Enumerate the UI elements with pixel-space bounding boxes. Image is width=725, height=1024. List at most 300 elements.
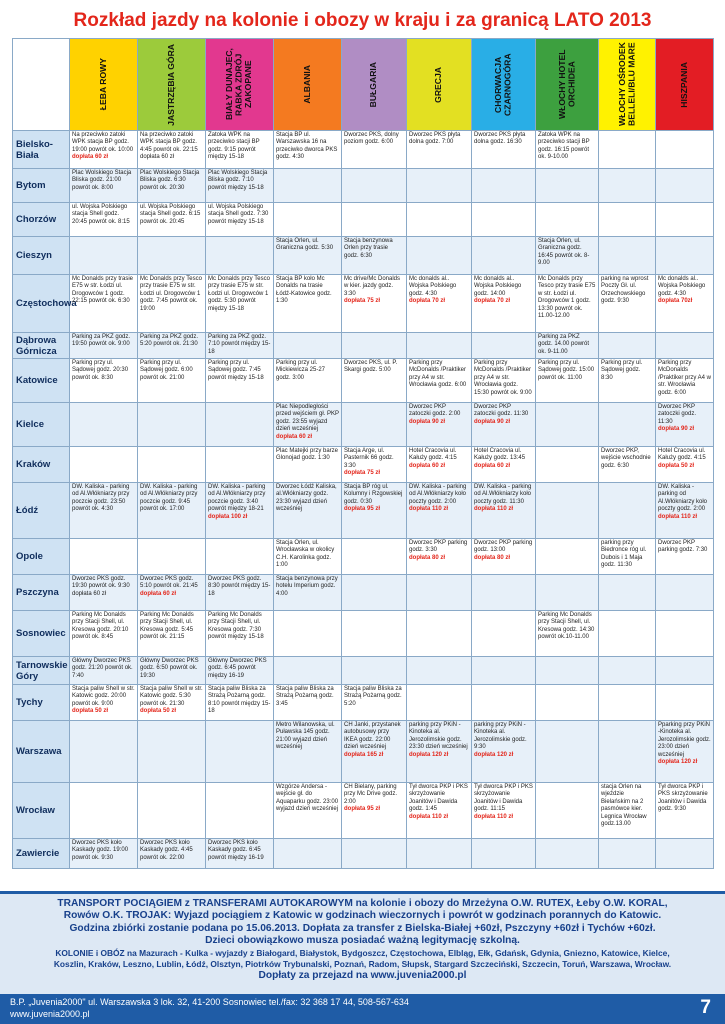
pickup-info: DW. Kaliska - parking od Al.Włókniarzy przy poczcie godz. 3:40 powrót między 18-21 (208, 484, 266, 513)
column-header (536, 39, 599, 131)
column-header-label: JASTRZĘBIA GÓRA (165, 43, 176, 126)
schedule-cell (138, 783, 206, 839)
schedule-cell (472, 611, 536, 657)
schedule-cell (472, 131, 536, 169)
schedule-table (12, 38, 714, 869)
surcharge: dopłata 60 zł (409, 462, 446, 469)
schedule-cell (656, 839, 714, 869)
schedule-cell (599, 721, 656, 783)
table-body (13, 131, 714, 869)
footer-line-5: KOLONIE i OBÓZ na Mazurach - Kulka - wyjazdy z Białogard, Białystok, Bydgoszcz, Częstochowa, Elbląg, Ełk, Gdańsk, Gdynia, Gniezno, Katowice, Kielce, (55, 947, 670, 958)
schedule-cell (342, 539, 407, 575)
pickup-info: Parking przy ul. Sądowej godz. 8:30 (601, 360, 643, 381)
surcharge: dopłata 100 zł (208, 513, 248, 520)
schedule-cell (342, 169, 407, 203)
pickup-info: Parking za PKZ godz. 7:10 powrót między 15-18 (208, 334, 271, 355)
table-row (13, 359, 714, 403)
pickup-info: Dworzec PKS godz. 8:30 powrót między 15-18 (208, 576, 271, 597)
pickup-info: Tył dworca PKP i PKS skrzyżowanie Joanitów i Dawida godz. 9:30 (658, 784, 708, 813)
pickup-info: Hotel Cracovia ul. Kałuży godz. 13:45 (474, 448, 526, 462)
pickup-info: Główny Dworzec PKS godz. 6:45 powrót między 16-19 (208, 658, 267, 679)
table-row (13, 839, 714, 869)
pickup-info: Dworzec PKS koło Kaskady godz. 6:45 powrót między 16-19 (208, 840, 264, 861)
surcharge: dopłata 95 zł (344, 506, 381, 513)
schedule-cell (536, 575, 599, 611)
schedule-cell (206, 169, 274, 203)
schedule-cell (656, 611, 714, 657)
schedule-cell (206, 611, 274, 657)
header-row (13, 39, 714, 131)
pickup-info: CH Janki, przystanek autobusowy przy IKEA godz. 22:00 dzień wcześniej (344, 722, 401, 751)
surcharge: dopłata 80 zł (409, 554, 446, 561)
schedule-cell (656, 131, 714, 169)
city-name: Chorzów (13, 203, 70, 237)
schedule-cell (536, 359, 599, 403)
schedule-cell (536, 539, 599, 575)
schedule-cell (206, 483, 274, 539)
schedule-cell (472, 403, 536, 447)
pickup-info: Dworzec PKS godz. 5:10 powrót ok. 21:45 (140, 576, 198, 590)
pickup-info: ul. Wojska Polskiego stacja Shell godz. 7:30 powrót między 15-18 (208, 204, 269, 225)
pickup-info: Na przeciwko zatoki WPK stacja BP godz. 4:45 powrót ok. 22:15 dopłata 60 zł (140, 132, 198, 161)
schedule-cell (274, 539, 342, 575)
column-header (656, 39, 714, 131)
pickup-info: Stacja Arge, ul. Pasternik 66 godz. 3:30 (344, 448, 394, 469)
table-row (13, 721, 714, 783)
column-header-label: BUŁGARIA (368, 61, 379, 108)
pickup-info: Dworzec PKS koło Kaskady godz. 19:00 powrót ok. 9:30 (72, 840, 129, 861)
schedule-cell (472, 483, 536, 539)
schedule-cell (342, 275, 407, 333)
city-name: Kraków (13, 447, 70, 483)
schedule-cell (70, 237, 138, 275)
pickup-info: Stacja Orlen, ul. Graniczna godz. 5:30 (276, 238, 334, 252)
column-header (274, 39, 342, 131)
column-header (70, 39, 138, 131)
pickup-info: Pparking przy PKiN -Kinoteka al. Jerozolimskie godz. 23:00 dzień wcześniej (658, 722, 711, 758)
pickup-info: Mc Donalds przy trasie E75 w str. Łodzi ul. Drogowców 1 godz. 22:15 powrót ok. 6:30 (72, 276, 134, 305)
schedule-cell (206, 685, 274, 721)
column-header-label: WŁOCHY OŚRODEK BELLELI/BLU MARE (616, 42, 636, 127)
pickup-info: Mc Donalds przy Tesco przy trasie E75 w str. Łodzi ul. Drogowców 1 godz. 5:30 powrót między 15-18 (208, 276, 270, 312)
surcharge: dopłata 110 zł (658, 513, 698, 520)
pickup-info: Stacja paliw Bliska za Strażą Pożarną godz. 8:10 powrót między 15-18 (208, 686, 271, 715)
schedule-cell (656, 783, 714, 839)
surcharge: dopłata 60 zł (72, 154, 109, 161)
schedule-cell (342, 237, 407, 275)
table-row (13, 575, 714, 611)
schedule-cell (656, 359, 714, 403)
column-header-label: WŁOCHY HOTEL ORCHIDEA (556, 49, 576, 120)
schedule-cell (599, 839, 656, 869)
pickup-info: Hotel Cracovia ul. Kałuży godz. 4:15 (658, 448, 706, 462)
schedule-cell (536, 783, 599, 839)
schedule-cell (536, 333, 599, 359)
schedule-cell (407, 333, 472, 359)
surcharge: dopłata 95 zł (344, 806, 381, 813)
schedule-cell (138, 483, 206, 539)
schedule-cell (70, 839, 138, 869)
schedule-cell (656, 575, 714, 611)
pickup-info: Metro Wilanowska, ul. Puławska 145 godz. 21:00 wyjazd dzień wcześniej (276, 722, 335, 751)
schedule-cell (656, 203, 714, 237)
schedule-cell (407, 131, 472, 169)
pickup-info: ul. Wojska Polskiego stacja Shell godz. 6:15 powrót ok. 20:45 (140, 204, 201, 225)
schedule-cell (656, 275, 714, 333)
pickup-info: Główny Dworzec PKS godz. 21:20 powrót ok. 7:40 (72, 658, 133, 679)
pickup-info: Parking przy McDonalds /Praktiker przy A4 w str. Wrocławia godz. 15:30 powrót ok. 9:00 (474, 360, 532, 396)
schedule-cell (472, 333, 536, 359)
table-row (13, 131, 714, 169)
table-row (13, 539, 714, 575)
city-name: Opole (13, 539, 70, 575)
schedule-cell (206, 783, 274, 839)
pickup-info: Na przeciwko zatoki WPK stacja BP godz. 19:00 powrót ok. 10:00 (72, 132, 134, 153)
pickup-info: DW. Kaliska - parking od Al.Włókniarzy przy poczcie godz. 9:45 powrót ok. 17:00 (140, 484, 198, 513)
surcharge: dopłata 90 zł (474, 418, 511, 425)
schedule-cell (274, 611, 342, 657)
surcharge: dopłata 120 zł (409, 751, 449, 758)
schedule-cell (138, 333, 206, 359)
column-header (472, 39, 536, 131)
pickup-info: Stacja BP ul. Warszawska 16 na przeciwko dworca PKS godz. 4:30 (276, 132, 338, 161)
city-name: Bielsko-Biała (13, 131, 70, 169)
schedule-cell (472, 275, 536, 333)
footer-line-4: Dzieci obowiązkowo musza posiadać ważną legitymację szkolną. (205, 935, 520, 947)
schedule-cell (70, 131, 138, 169)
pickup-info: Parking przy ul. Sądowej godz. 15:00 powrót ok. 11:00 (538, 360, 595, 381)
table-row (13, 275, 714, 333)
table-row (13, 611, 714, 657)
schedule-cell (599, 237, 656, 275)
pickup-info: DW. Kaliska - parking od Al.Włókniarzy przy poczcie godz. 23:50 powrót ok. 4:30 (72, 484, 130, 513)
column-header (342, 39, 407, 131)
schedule-cell (70, 483, 138, 539)
table-row (13, 483, 714, 539)
table-row (13, 169, 714, 203)
schedule-cell (472, 575, 536, 611)
pickup-info: Zatoka WPK na przeciwko stacji BP godz. 9:15 powrót między 15-18 (208, 132, 260, 161)
pickup-info: Dworzec PKP parking godz. 7:30 (658, 540, 708, 554)
schedule-cell (536, 447, 599, 483)
schedule-cell (599, 359, 656, 403)
schedule-cell (138, 447, 206, 483)
schedule-cell (656, 237, 714, 275)
schedule-cell (274, 575, 342, 611)
pickup-info: parking przy PKiN -Kinoteka al. Jerozolimskie godz. 23:30 dzień wcześniej (409, 722, 468, 751)
schedule-cell (138, 539, 206, 575)
schedule-cell (274, 169, 342, 203)
schedule-cell (536, 403, 599, 447)
schedule-cell (599, 169, 656, 203)
schedule-cell (342, 657, 407, 685)
pickup-info: Dworzec PKS płyta dolna godz. 16:30 (474, 132, 526, 146)
schedule-cell (656, 721, 714, 783)
contact-info (10, 996, 610, 1020)
surcharge: dopłata 90 zł (409, 418, 446, 425)
schedule-cell (138, 575, 206, 611)
city-name: Warszawa (13, 721, 70, 783)
city-name: Pszczyna (13, 575, 70, 611)
schedule-cell (70, 333, 138, 359)
schedule-cell (274, 657, 342, 685)
pickup-info: Stacja paliw Bliska za Strażą Pożarną godz. 3:45 (276, 686, 334, 707)
schedule-cell (656, 169, 714, 203)
schedule-cell (70, 611, 138, 657)
column-header-label: HISZPANIA (678, 61, 689, 108)
pickup-info: Plac Niepodległości przed wejściem gł. PKP godz. 23:55 wyjazd dzień wcześniej (276, 404, 339, 433)
footer-line-2: Rowów O.K. TROJAK: Wyjazd pociągiem z Katowic w godzinach wieczornych i powrót w godzinach porannych do Katowic. (63, 910, 662, 922)
schedule-cell (407, 539, 472, 575)
schedule-cell (407, 657, 472, 685)
schedule-cell (656, 685, 714, 721)
schedule-cell (206, 539, 274, 575)
schedule-cell (138, 657, 206, 685)
schedule-cell (472, 685, 536, 721)
schedule-cell (138, 203, 206, 237)
schedule-cell (656, 657, 714, 685)
header-corner (13, 39, 70, 131)
schedule-cell (206, 839, 274, 869)
surcharge: dopłata 70 zł (474, 298, 511, 305)
table-row (13, 237, 714, 275)
table-row (13, 783, 714, 839)
schedule-cell (407, 275, 472, 333)
schedule-cell (536, 839, 599, 869)
pickup-info: Dworzec Łódź Kaliska, al.Włókniarzy godz. 23:30 wyjazd dzień wcześniej (276, 484, 337, 513)
schedule-cell (536, 483, 599, 539)
table-row (13, 403, 714, 447)
schedule-cell (206, 657, 274, 685)
schedule-cell (274, 275, 342, 333)
schedule-cell (536, 685, 599, 721)
pickup-info: Dworzec PKP, wejście wschodnie godz. 6:30 (601, 448, 651, 469)
schedule-cell (70, 657, 138, 685)
pickup-info: Dworzec PKP parking godz. 13:00 (474, 540, 533, 554)
pickup-info: Stacja paliw Shell w str. Katowic godz. 5:30 powrót ok. 21:30 (140, 686, 203, 707)
surcharge: dopłata 80 zł (474, 554, 511, 561)
schedule-cell (138, 721, 206, 783)
schedule-cell (599, 203, 656, 237)
pickup-info: Parking Mc Donalds przy Stacji Shell, ul. Kresowa godz. 7:30 powrót między 15-18 (208, 612, 264, 641)
footer-line-3: Godzina zbiórki zostanie podana po 15.06.2013. Dopłata za transfer z Bielska-Białej +60zł, Pszczyny +60zł i Tychów +60zł. (69, 922, 656, 934)
schedule-cell (599, 483, 656, 539)
footer-line-6: Koszlin, Kraków, Leszno, Lublin, Łódź, Olsztyn, Piotrków Trybunalski, Poznań, Radom, Słupsk, Stargard Szczeciński, Szczecin, Toruń, Warszawa, Wrocław. (53, 958, 672, 969)
pickup-info: Parking przy ul. Sądowej godz. 6:00 powrót ok. 21:00 (140, 360, 193, 381)
schedule-cell (206, 721, 274, 783)
schedule-cell (599, 685, 656, 721)
surcharge: dopłata 90 zł (658, 426, 695, 433)
pickup-info: Parking przy McDonalds /Praktiker przy A4 w str. Wrocławia godz. 6:00 (658, 360, 712, 396)
contact-address: B.P. „Juvenia2000" ul. Warszawska 3 lok. 32, 41-200 Sosnowiec tel./fax: 32 368 17 44, 508-567-634 (10, 997, 409, 1007)
schedule-cell (342, 203, 407, 237)
city-name: Cieszyn (13, 237, 70, 275)
schedule-cell (407, 839, 472, 869)
pickup-info: Plac Wolskiego Stacja Bliska godz. 6:30 powrót ok. 20:30 (140, 170, 200, 191)
pickup-info: Parking Mc Donalds przy Stacji Shell, ul. Kresowa godz. 14:30 powrót ok.10-11.00 (538, 612, 595, 641)
column-header (138, 39, 206, 131)
schedule-cell (407, 359, 472, 403)
schedule-cell (342, 839, 407, 869)
schedule-cell (407, 203, 472, 237)
schedule-cell (274, 237, 342, 275)
page-title: Rozkład jazdy na kolonie i obozy w kraju i za granicą LATO 2013 (73, 10, 652, 31)
city-name: Sosnowiec (13, 611, 70, 657)
schedule-cell (599, 539, 656, 575)
surcharge: dopłata 50 zł (658, 462, 695, 469)
surcharge: dopłata 75 zł (344, 298, 381, 305)
schedule-cell (407, 169, 472, 203)
schedule-cell (138, 131, 206, 169)
pickup-info: Wzgórze Andersa - wejście gł. do Aquaparku godz. 23:00 wyjazd dzień wcześniej (276, 784, 339, 813)
schedule-cell (274, 783, 342, 839)
pickup-info: Parking przy ul. Sądowej godz. 7:45 powrót między 15-18 (208, 360, 264, 381)
surcharge: dopłata 110 zł (409, 506, 449, 513)
schedule-cell (656, 333, 714, 359)
city-name: Kielce (13, 403, 70, 447)
column-header-label: CHORWACJA CZARNOGÓRA (493, 53, 513, 116)
schedule-cell (599, 131, 656, 169)
pickup-info: Parking Mc Donalds przy Stacji Shell, ul. Kresowa godz. 20:10 powrót ok. 8:45 (72, 612, 129, 641)
column-header (407, 39, 472, 131)
schedule-cell (342, 685, 407, 721)
schedule-cell (206, 237, 274, 275)
pickup-info: Dworzec PKS, dolny poziom godz. 6:00 (344, 132, 399, 146)
schedule-cell (138, 237, 206, 275)
city-name: Łódź (13, 483, 70, 539)
footer-line-1: TRANSPORT POCIĄGIEM z TRANSFERAMI AUTOKAROWYM na kolonie i obozy do Mrzeżyna O.W. RUTEX, Łeby O.W. KORAL, (57, 898, 668, 909)
city-name: Częstochowa (13, 275, 70, 333)
schedule-cell (274, 447, 342, 483)
schedule-cell (70, 721, 138, 783)
schedule-cell (342, 575, 407, 611)
schedule-cell (599, 403, 656, 447)
pickup-info: Dworzec PKP zatoczki godz. 11:30 (474, 404, 529, 418)
pickup-info: Stacja benzynowa Orlen przy trasie godz. 6:30 (344, 238, 393, 259)
pickup-info: Stacja benzynowa przy hotelu Imperium godz. 4:00 (276, 576, 338, 597)
schedule-cell (472, 783, 536, 839)
schedule-cell (407, 685, 472, 721)
schedule-cell (342, 333, 407, 359)
schedule-cell (472, 447, 536, 483)
schedule-cell (138, 169, 206, 203)
schedule-cell (342, 483, 407, 539)
pickup-info: Mc donalds al.. Wojska Polskiego godz. 4:30 (409, 276, 457, 297)
schedule-cell (407, 721, 472, 783)
table-row (13, 333, 714, 359)
pickup-info: CH Bielany, parking przy Mc Drive godz. 2:00 (344, 784, 398, 805)
pickup-info: Stacja BP róg ul. Kolumny i Rzgowskiej godz. 0:30 (344, 484, 403, 505)
schedule-cell (274, 839, 342, 869)
pickup-info: Plac Matejki przy barze Glonojad godz. 1:30 (276, 448, 339, 462)
schedule-cell (472, 839, 536, 869)
column-header-label: ŁEBA ROWY (97, 58, 108, 111)
schedule-cell (206, 575, 274, 611)
schedule-cell (536, 203, 599, 237)
pickup-info: Tył dworca PKP i PKS skrzyżowanie Joanitów i Dawida godz. 11:15 (474, 784, 533, 813)
schedule-cell (656, 447, 714, 483)
surcharge: dopłata 60 zł (474, 462, 511, 469)
table-row (13, 447, 714, 483)
pickup-info: Zatoka WPK na przeciwko stacji BP godz. 16:15 powrót ok. 9-10.00 (538, 132, 590, 161)
schedule-cell (656, 483, 714, 539)
pickup-info: Stacja BP koło Mc Donalds na trasie Łódź-Katowice godz. 1:30 (276, 276, 332, 305)
surcharge: dopłata 110 zł (409, 813, 449, 820)
schedule-cell (472, 203, 536, 237)
schedule-cell (599, 575, 656, 611)
footer-line-7: Dopłaty za przejazd na www.juvenia2000.pl (258, 969, 467, 981)
schedule-cell (656, 403, 714, 447)
schedule-cell (599, 275, 656, 333)
schedule-cell (138, 359, 206, 403)
pickup-info: Dworzec PKP zatoczki godz. 11:30 (658, 404, 697, 425)
schedule-cell (407, 611, 472, 657)
schedule-cell (70, 203, 138, 237)
pickup-info: Plac Wolskiego Stacja Bliska godz. 21:00 powrót ok. 8:00 (72, 170, 132, 191)
surcharge: dopłata 50 zł (72, 708, 109, 715)
schedule-cell (274, 483, 342, 539)
pickup-info: Parking przy ul. Mickiewicza 25-27 godz. 3:00 (276, 360, 326, 381)
surcharge: dopłata 60 zł (276, 433, 313, 440)
schedule-cell (206, 131, 274, 169)
pickup-info: Stacja paliw Bliska za Strażą Pożarną godz. 5:20 (344, 686, 402, 707)
schedule-cell (472, 721, 536, 783)
city-name: Tychy (13, 685, 70, 721)
contact-website[interactable]: www.juvenia2000.pl (10, 1009, 90, 1019)
schedule-cell (138, 403, 206, 447)
schedule-cell (274, 131, 342, 169)
column-header-label: BIAŁY DUNAJEC, RABKA ZDRÓJ ZAKOPANE (224, 48, 254, 121)
schedule-cell (472, 359, 536, 403)
pickup-info: DW. Kaliska - parking od Al.Włókniarzy koło poczty godz. 2:00 (658, 484, 708, 513)
schedule-cell (206, 275, 274, 333)
pickup-info: ul. Wojska Polskiego stacja Shell godz. 20:45 powrót ok. 8:15 (72, 204, 130, 225)
schedule-cell (536, 169, 599, 203)
schedule-cell (599, 333, 656, 359)
schedule-cell (407, 783, 472, 839)
pickup-info: Mc Donalds przy Tesco przy trasie E75 w str. Łodzi ul. Drogowców 1 godz. 13:30 powrót ok. 11.00-12.00 (538, 276, 596, 320)
city-name: Bytom (13, 169, 70, 203)
pickup-info: Parking Mc Donalds przy Stacji Shell, ul. Kresowa godz. 5:45 powrót ok. 21:15 (140, 612, 194, 641)
surcharge: dopłata 165 zł (344, 751, 384, 758)
schedule-cell (656, 539, 714, 575)
pickup-info: Stacja Orlen, ul. Wrocławska w okolicy C.H. Karolinka godz. 1:00 (276, 540, 335, 569)
surcharge: dopłata 70zł (658, 298, 693, 305)
pickup-info: Główny Dworzec PKS godz. 6:50 powrót ok. 19:30 (140, 658, 199, 679)
city-name: Dąbrowa Górnicza (13, 333, 70, 359)
schedule-cell (274, 333, 342, 359)
pickup-info: Stacja paliw Shell w str. Katowic godz. 20:00 powrót ok. 9:00 (72, 686, 135, 707)
schedule-cell (274, 203, 342, 237)
pickup-info: Tył dworca PKP i PKS skrzyżowanie Joanitów i Dawida godz. 1:45 (409, 784, 468, 813)
city-name: Tarnowskie Góry (13, 657, 70, 685)
pickup-info: Parking przy McDonalds /Praktiker przy A4 w str. Wrocławia godz. 6:00 (409, 360, 467, 389)
pickup-info: Dworzec PKS godz. 19:30 powrót ok. 9:30 dopłata 60 zł (72, 576, 130, 597)
schedule-cell (274, 359, 342, 403)
schedule-cell (536, 657, 599, 685)
pickup-info: Dworzec PKS płyta dolna godz. 7:00 (409, 132, 461, 146)
schedule-cell (472, 169, 536, 203)
schedule-cell (70, 783, 138, 839)
schedule-cell (206, 447, 274, 483)
schedule-cell (342, 783, 407, 839)
schedule-cell (70, 685, 138, 721)
table-row (13, 685, 714, 721)
pickup-info: parking przy PKiN -Kinoteka al. Jerozolimskie godz. 9:30 (474, 722, 527, 751)
pickup-info: Dworzec PKP zatoczki godz. 2:00 (409, 404, 461, 418)
schedule-cell (70, 275, 138, 333)
schedule-cell (407, 403, 472, 447)
